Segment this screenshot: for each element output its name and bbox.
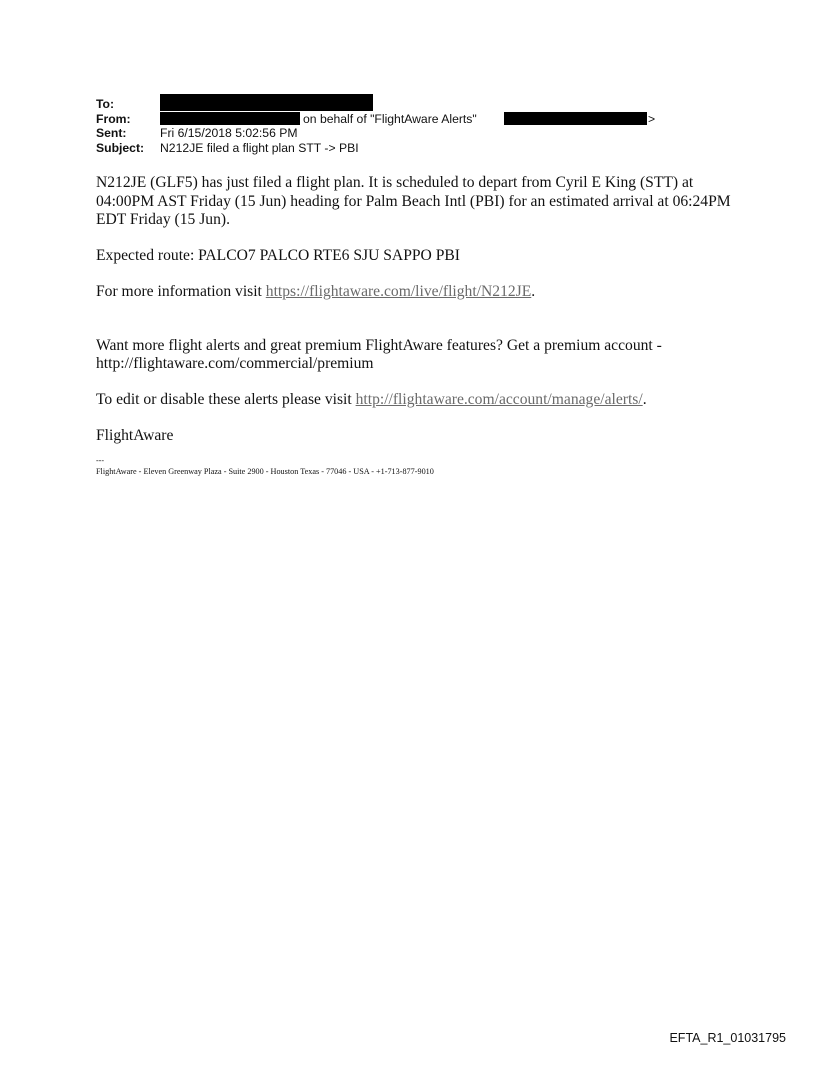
from-tail: > [648, 111, 656, 126]
from-behalf-text: on behalf of "FlightAware Alerts" [303, 111, 477, 126]
edit-prefix: To edit or disable these alerts please visit [96, 390, 356, 408]
intro-paragraph: N212JE (GLF5) has just filed a flight plan. It is scheduled to depart from Cyril E King (STT) at 04:00PM AST Friday (15 Jun) heading for Palm Beach Intl (PBI) for an estimated arrival at 06:24PM EDT Friday (15 Jun). [96, 174, 731, 229]
route-paragraph: Expected route: PALCO7 PALCO RTE6 SJU SAPPO PBI [96, 247, 460, 265]
email-body [96, 174, 736, 445]
subject-value: N212JE filed a flight plan STT -> PBI [160, 140, 359, 155]
document-id: EFTA_R1_01031795 [669, 1031, 786, 1045]
signature: FlightAware [96, 426, 174, 444]
edit-suffix: . [642, 390, 647, 408]
from-redaction-name [160, 112, 300, 125]
flight-link[interactable]: https://flightaware.com/live/flight/N212JE [265, 282, 532, 300]
subject-label: Subject: [96, 140, 145, 155]
more-info-paragraph [96, 283, 736, 302]
to-label: To: [96, 97, 115, 111]
sent-label: Sent: [96, 126, 127, 140]
from-redaction-email [504, 112, 647, 125]
more-info-prefix: For more information visit [96, 282, 266, 300]
more-info-suffix: . [531, 282, 536, 300]
footer-separator: --- [96, 456, 104, 465]
sent-value: Fri 6/15/2018 5:02:56 PM [160, 126, 298, 140]
footer-address: FlightAware - Eleven Greenway Plaza - Suite 2900 - Houston Texas - 77046 - USA - +1-713-877-9010 [96, 467, 434, 476]
to-redaction [160, 94, 373, 111]
from-label: From: [96, 111, 131, 126]
edit-paragraph [96, 391, 736, 410]
manage-alerts-link[interactable]: http://flightaware.com/account/manage/alerts/ [355, 390, 643, 408]
premium-paragraph: Want more flight alerts and great premium FlightAware features? Get a premium account - http://flightaware.com/commercial/premium [96, 336, 662, 373]
